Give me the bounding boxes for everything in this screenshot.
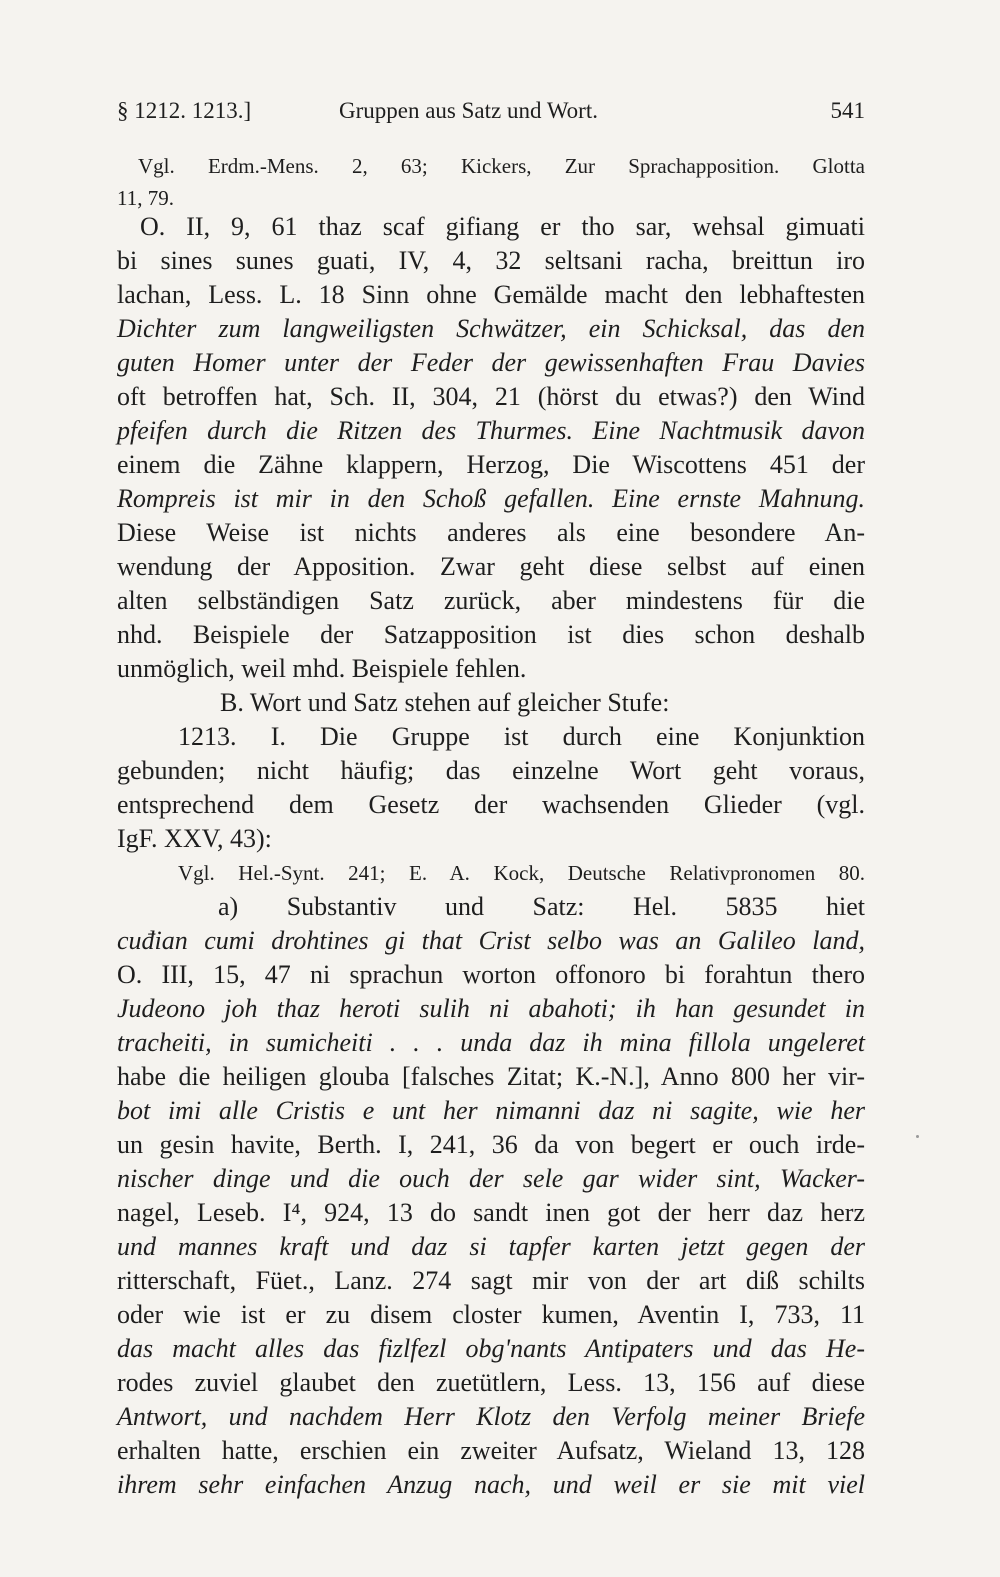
text-line: ihrem sehr einfachen Anzug nach, und weil er sie mit viel: [117, 1470, 865, 1499]
text-line: O. III, 15, 47 ni sprachun worton offonoro bi forahtun thero: [117, 960, 865, 989]
text-line: guten Homer unter der Feder der gewissenhaften Frau Davies: [117, 348, 865, 377]
text-line: entsprechend dem Gesetz der wachsenden Glieder (vgl.: [117, 790, 865, 819]
text-line: tracheiti, in sumicheiti . . . unda daz ih mina fillola ungeleret: [117, 1028, 865, 1057]
text-line: un gesin havite, Berth. I, 241, 36 da von begert er ouch irde-: [117, 1130, 865, 1159]
running-title: Gruppen aus Satz und Wort.: [339, 98, 598, 123]
text-line: Antwort, und nachdem Herr Klotz den Verfolg meiner Briefe: [117, 1402, 865, 1431]
text-line: wendung der Apposition. Zwar geht diese selbst auf einen: [117, 552, 865, 581]
page-header: [117, 98, 865, 128]
text-line: oft betroffen hat, Sch. II, 304, 21 (hörst du etwas?) den Wind: [117, 382, 865, 411]
section-reference: § 1212. 1213.]: [117, 98, 252, 123]
text-line: nischer dinge und die ouch der sele gar wider sint, Wacker-: [117, 1164, 865, 1193]
text-line: O. II, 9, 61 thaz scaf gifiang er tho sar, wehsal gimuati: [140, 212, 865, 241]
text-line: 11, 79.: [117, 186, 174, 210]
section-start-line: 1213. I. Die Gruppe ist durch eine Konjunktion: [178, 722, 865, 751]
reference-line: Vgl. Hel.-Synt. 241; E. A. Kock, Deutsche Relativpronomen 80.: [178, 861, 865, 885]
text-line: nagel, Leseb. I⁴, 924, 13 do sandt inen got der herr daz herz: [117, 1198, 865, 1227]
text-line: oder wie ist er zu disem closter kumen, Aventin I, 733, 11: [117, 1300, 865, 1329]
text-line: Judeono joh thaz heroti sulih ni abahoti; ih han gesundet in: [117, 994, 865, 1023]
text-line: Rompreis ist mir in den Schoß gefallen. Eine ernste Mahnung.: [117, 484, 865, 513]
text-line: lachan, Less. L. 18 Sinn ohne Gemälde macht den lebhaftesten: [117, 280, 865, 309]
text-line: Diese Weise ist nichts anderes als eine besondere An-: [117, 518, 865, 547]
text-line: Vgl. Erdm.-Mens. 2, 63; Kickers, Zur Sprachapposition. Glotta: [138, 154, 865, 178]
text-line: bi sines sunes guati, IV, 4, 32 seltsani racha, breittun iro: [117, 246, 865, 275]
text-line: einem die Zähne klappern, Herzog, Die Wiscottens 451 der: [117, 450, 865, 479]
text-line: Dichter zum langweiligsten Schwätzer, ein Schicksal, das den: [117, 314, 865, 343]
text-line: gebunden; nicht häufig; das einzelne Wort geht voraus,: [117, 756, 865, 785]
text-line: erhalten hatte, erschien ein zweiter Aufsatz, Wieland 13, 128: [117, 1436, 865, 1465]
text-line: pfeifen durch die Ritzen des Thurmes. Eine Nachtmusik davon: [117, 416, 865, 445]
page-number: 541: [830, 98, 865, 123]
text-line: alten selbständigen Satz zurück, aber mindestens für die: [117, 586, 865, 615]
text-line: IgF. XXV, 43):: [117, 824, 272, 853]
paper-speck: [916, 1135, 919, 1138]
text-line: das macht alles das fizlfezl obg'nants Antipaters und das He-: [117, 1334, 865, 1363]
text-line: rodes zuviel glaubet den zuetütlern, Less. 13, 156 auf diese: [117, 1368, 865, 1397]
text-line: cuđian cumi drohtines gi that Crist selbo was an Galileo land,: [117, 926, 865, 955]
text-line: habe die heiligen glouba [falsches Zitat; K.-N.], Anno 800 her vir-: [117, 1062, 865, 1091]
text-line: nhd. Beispiele der Satzapposition ist dies schon deshalb: [117, 620, 865, 649]
subheading: B. Wort und Satz stehen auf gleicher Stufe:: [220, 688, 670, 717]
text-line: ritterschaft, Füet., Lanz. 274 sagt mir von der art diß schilts: [117, 1266, 865, 1295]
text-line: a) Substantiv und Satz: Hel. 5835 hiet: [218, 892, 865, 921]
text-line: bot imi alle Cristis e unt her nimanni daz ni sagite, wie her: [117, 1096, 865, 1125]
text-line: unmöglich, weil mhd. Beispiele fehlen.: [117, 654, 527, 683]
text-line: und mannes kraft und daz si tapfer karten jetzt gegen der: [117, 1232, 865, 1261]
